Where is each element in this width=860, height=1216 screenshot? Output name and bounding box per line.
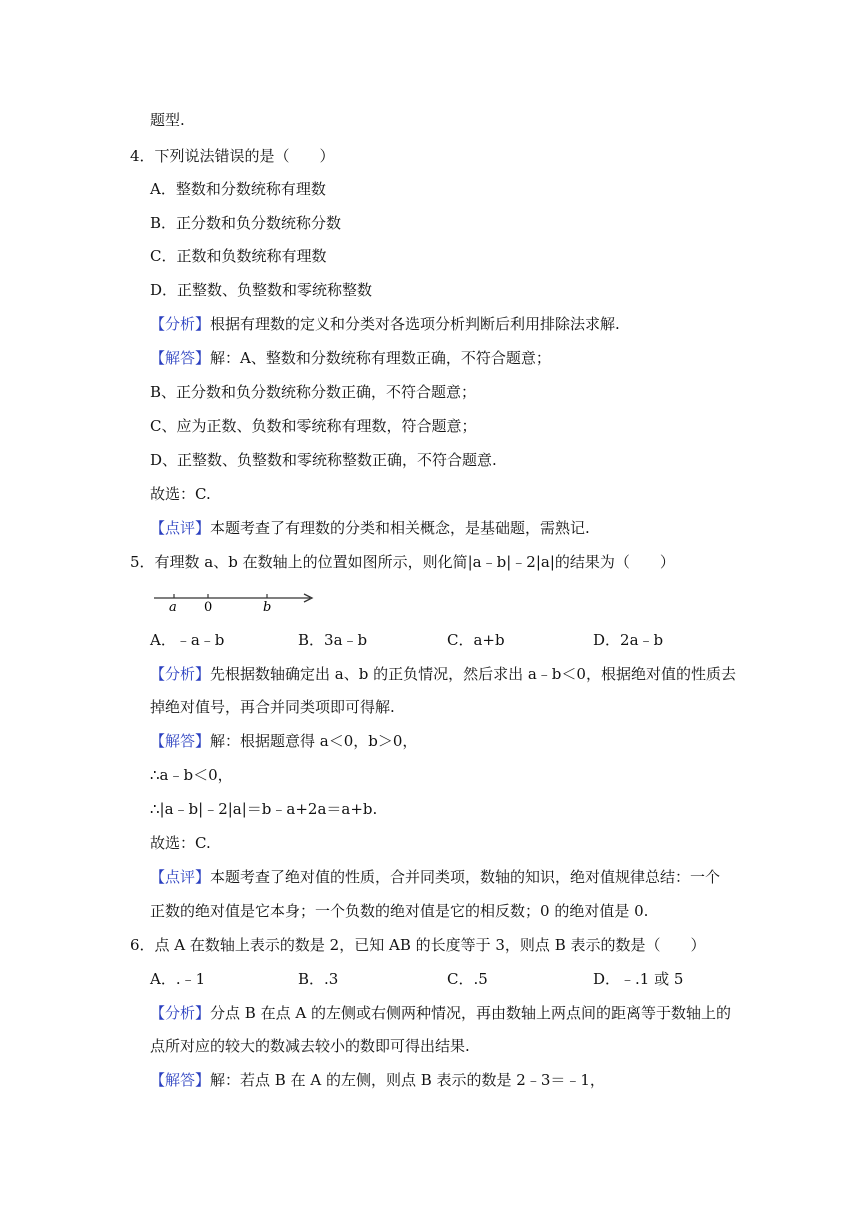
option-d: D．2a﹣b	[593, 631, 664, 649]
analysis-text-cont: 掉绝对值号，再合并同类项即可得解.	[150, 698, 395, 716]
option-c: C．a+b	[447, 631, 505, 649]
analysis-tag: 【分析】	[150, 1004, 211, 1022]
option-a: A．.﹣1	[150, 970, 206, 988]
label-a: a	[169, 600, 177, 615]
question-5: 5．有理数 a、b 在数轴上的位置如图所示，则化简|a﹣b|﹣2|a|的结果为（ ）	[130, 553, 675, 571]
analysis-line	[150, 1003, 731, 1023]
option-c: C．.5	[447, 970, 488, 988]
analysis-line	[150, 314, 620, 334]
answer-text: 解：根据题意得 a＜0，b＞0，	[210, 732, 418, 750]
analysis-text-cont: 点所对应的较大的数减去较小的数即可得出结果.	[150, 1037, 470, 1055]
answer-tag: 【解答】	[150, 1071, 211, 1089]
option-b: B．.3	[298, 970, 339, 988]
answer-step: ∴|a﹣b|﹣2|a|＝b﹣a+2a＝a+b.	[150, 800, 378, 818]
question-6: 6．点 A 在数轴上表示的数是 2，已知 AB 的长度等于 3，则点 B 表示的数是（ ）	[130, 936, 706, 954]
comment-text-cont: 正数的绝对值是它本身；一个负数的绝对值是它的相反数；0 的绝对值是 0.	[150, 902, 649, 920]
answer-step: ∴a﹣b＜0，	[150, 766, 233, 784]
analysis-text: 根据有理数的定义和分类对各选项分析判断后利用排除法求解.	[210, 315, 620, 333]
choice-line: 故选：C.	[150, 485, 211, 503]
option-a: A．﹣a﹣b	[150, 631, 225, 649]
label-zero: 0	[204, 600, 213, 615]
choice-line: 故选：C.	[150, 834, 211, 852]
answer-tag: 【解答】	[150, 732, 211, 750]
text-line: 题型.	[150, 111, 185, 129]
analysis-text: 先根据数轴确定出 a、b 的正负情况，然后求出 a﹣b＜0，根据绝对值的性质去	[210, 665, 736, 683]
answer-text: 解：若点 B 在 A 的左侧，则点 B 表示的数是 2﹣3＝﹣1，	[210, 1071, 605, 1089]
answer-line	[150, 1070, 605, 1090]
option-c: C．正数和负数统称有理数	[150, 247, 327, 265]
comment-line	[150, 867, 720, 887]
option-d: D．﹣.1 或 5	[593, 970, 684, 988]
answer-line	[150, 348, 551, 368]
analysis-tag: 【分析】	[150, 665, 211, 683]
analysis-text: 分点 B 在点 A 的左侧或右侧两种情况，再由数轴上两点间的距离等于数轴上的	[210, 1004, 731, 1022]
option-a: A．整数和分数统称有理数	[150, 180, 326, 198]
comment-text: 本题考查了绝对值的性质，合并同类项，数轴的知识，绝对值规律总结：一个	[210, 868, 721, 886]
answer-tag: 【解答】	[150, 349, 211, 367]
answer-step: D、正整数、负整数和零统称整数正确，不符合题意.	[150, 451, 497, 469]
question-4: 4．下列说法错误的是（ ）	[130, 147, 335, 165]
answer-line	[150, 731, 417, 751]
label-b: b	[263, 600, 272, 615]
answer-text: 解：A、整数和分数统称有理数正确，不符合题意；	[210, 349, 551, 367]
option-d: D．正整数、负整数和零统称整数	[150, 281, 373, 299]
option-b: B．3a﹣b	[298, 631, 368, 649]
number-line-figure	[150, 586, 320, 616]
option-b: B．正分数和负分数统称分数	[150, 214, 342, 232]
comment-tag: 【点评】	[150, 519, 211, 537]
analysis-tag: 【分析】	[150, 315, 211, 333]
answer-step: C、应为正数、负数和零统称有理数，符合题意；	[150, 417, 477, 435]
comment-text: 本题考查了有理数的分类和相关概念，是基础题，需熟记.	[210, 519, 590, 537]
analysis-line	[150, 664, 736, 684]
comment-tag: 【点评】	[150, 868, 211, 886]
comment-line	[150, 518, 590, 538]
answer-step: B、正分数和负分数统称分数正确，不符合题意；	[150, 383, 477, 401]
